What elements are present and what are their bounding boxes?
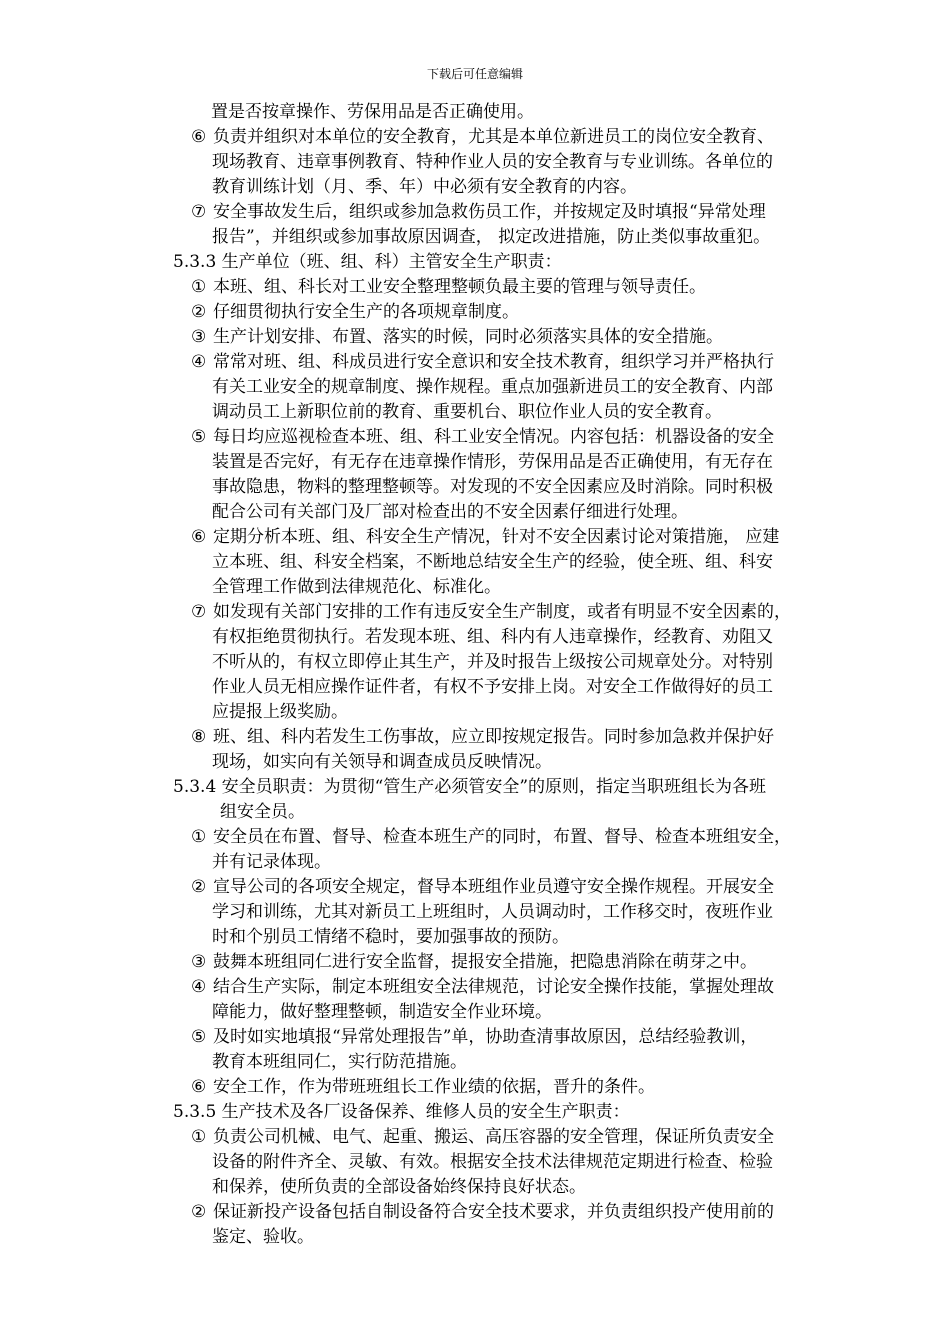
item-number: ⑤ [191,427,207,447]
continuation-line [0,100,950,125]
continuation-line [0,700,950,725]
line-text: 组安全员。 [220,802,305,822]
list-item-line [0,1125,950,1150]
continuation-line [0,1000,950,1025]
line-text: 事故隐患，物料的整理整顿等。对发现的不安全因素应及时消除。同时积极 [212,477,773,497]
item-number: ④ [191,977,207,997]
item-number: ⑤ [191,1027,207,1047]
item-number: ③ [191,327,207,347]
continuation-line [0,150,950,175]
line-text: 仔细贯彻执行安全生产的各项规章制度。 [213,302,519,322]
line-text: 有权拒绝贯彻执行。若发现本班、组、科内有人违章操作，经教育、劝阻又 [212,627,773,647]
line-text: 5.3.5 生产技术及各厂设备保养、维修人员的安全生产职责： [173,1102,630,1122]
continuation-line [0,1175,950,1200]
line-text: 作业人员无相应操作证件者，有权不予安排上岗。对安全工作做得好的员工 [212,677,773,697]
line-text: 并有记录体现。 [212,852,331,872]
line-text: 5.3.3 生产单位（班、组、科）主管安全生产职责： [173,252,562,272]
line-text: 报告”，并组织或参加事故原因调查， 拟定改进措施，防止类似事故重犯。 [212,227,771,247]
list-item-line [0,350,950,375]
item-number: ⑥ [191,527,207,547]
continuation-line [0,400,950,425]
line-text: 安全员在布置、督导、检查本班生产的同时，布置、督导、检查本班组安全， [213,827,791,847]
line-text: 立本班、组、科安全档案，不断地总结安全生产的经验，使全班、组、科安 [212,552,773,572]
continuation-line [0,675,950,700]
line-text: 安全工作，作为带班班组长工作业绩的依据，晋升的条件。 [213,1077,655,1097]
continuation-line [0,1050,950,1075]
item-number: ⑦ [191,602,207,622]
list-item-line [0,425,950,450]
list-item-line [0,825,950,850]
continuation-line [0,1225,950,1250]
page-header: 下载后可任意编辑 [426,67,523,81]
line-text: 结合生产实际，制定本班组安全法律规范，讨论安全操作技能，掌握处理故 [213,977,774,997]
continuation-line [0,475,950,500]
list-item-line [0,600,950,625]
item-number: ③ [191,952,207,972]
continuation-line [0,800,950,825]
line-text: 置是否按章操作、劳保用品是否正确使用。 [211,102,534,122]
line-text: 常常对班、组、科成员进行安全意识和安全技术教育，组织学习并严格执行 [213,352,774,372]
line-text: 定期分析本班、组、科安全生产情况，针对不安全因素讨论对策措施， 应建 [213,527,780,547]
list-item-line [0,200,950,225]
line-text: 有关工业安全的规章制度、操作规程。重点加强新进员工的安全教育、内部 [212,377,773,397]
item-number: ⑥ [191,127,207,147]
list-item-line [0,325,950,350]
item-number: ⑧ [191,727,207,747]
line-text: 宣导公司的各项安全规定，督导本班组作业员遵守安全操作规程。开展安全 [213,877,774,897]
line-text: 本班、组、科长对工业安全整理整顿负最主要的管理与领导责任。 [213,277,706,297]
line-text: 负责公司机械、电气、起重、搬运、高压容器的安全管理，保证所负责安全 [213,1127,774,1147]
list-item-line [0,300,950,325]
list-item-line [0,875,950,900]
line-text: 教育训练计划（月、季、年）中必须有安全教育的内容。 [212,177,637,197]
line-text: 鼓舞本班组同仁进行安全监督，提报安全措施，把隐患消除在萌芽之中。 [213,952,757,972]
line-text: 如发现有关部门安排的工作有违反安全生产制度，或者有明显不安全因素的， [213,602,791,622]
line-text: 装置是否完好，有无存在违章操作情形，劳保用品是否正确使用，有无存在 [212,452,773,472]
list-item-line [0,1200,950,1225]
continuation-line [0,1150,950,1175]
item-number: ① [191,827,207,847]
line-text: 学习和训练，尤其对新员工上班组时，人员调动时，工作移交时，夜班作业 [212,902,773,922]
item-number: ② [191,302,207,322]
item-number: ① [191,277,207,297]
item-number: ⑦ [191,202,207,222]
line-text: 调动员工上新职位前的教育、重要机台、职位作业人员的安全教育。 [212,402,722,422]
continuation-line [0,500,950,525]
line-text: 保证新投产设备包括自制设备符合安全技术要求，并负责组织投产使用前的 [213,1202,774,1222]
continuation-line [0,850,950,875]
line-text: 时和个别员工情绪不稳时，要加强事故的预防。 [212,927,569,947]
item-number: ④ [191,352,207,372]
line-text: 每日均应巡视检查本班、组、科工业安全情况。内容包括：机器设备的安全 [213,427,774,447]
line-text: 教育本班组同仁，实行防范措施。 [212,1052,467,1072]
section-heading-line [0,250,950,275]
list-item-line [0,1075,950,1100]
line-text: 鉴定、验收。 [212,1227,314,1247]
list-item-line [0,275,950,300]
continuation-line [0,575,950,600]
continuation-line [0,750,950,775]
list-item-line [0,1025,950,1050]
section-heading-line [0,775,950,800]
line-text: 负责并组织对本单位的安全教育，尤其是本单位新进员工的岗位安全教育、 [213,127,774,147]
line-text: 5.3.4 安全员职责：为贯彻“管生产必须管安全”的原则，指定当职班组长为各班 [173,777,767,797]
line-text: 及时如实地填报“异常处理报告”单，协助查清事故原因，总结经验教训， [213,1027,758,1047]
continuation-line [0,625,950,650]
continuation-line [0,925,950,950]
item-number: ⑥ [191,1077,207,1097]
item-number: ② [191,1202,207,1222]
line-text: 应提报上级奖励。 [212,702,348,722]
continuation-line [0,450,950,475]
line-text: 设备的附件齐全、灵敏、有效。根据安全技术法律规范定期进行检查、检验 [212,1152,773,1172]
line-text: 全管理工作做到法律规范化、标准化。 [212,577,501,597]
continuation-line [0,650,950,675]
list-item-line [0,125,950,150]
continuation-line [0,900,950,925]
line-text: 障能力，做好整理整顿，制造安全作业环境。 [212,1002,552,1022]
list-item-line [0,950,950,975]
continuation-line [0,225,950,250]
line-text: 配合公司有关部门及厂部对检查出的不安全因素仔细进行处理。 [212,502,688,522]
list-item-line [0,975,950,1000]
document-body [0,100,950,1250]
item-number: ② [191,877,207,897]
continuation-line [0,175,950,200]
line-text: 和保养，使所负责的全部设备始终保持良好状态。 [212,1177,586,1197]
line-text: 现场教育、违章事例教育、特种作业人员的安全教育与专业训练。各单位的 [212,152,773,172]
list-item-line [0,725,950,750]
line-text: 不听从的，有权立即停止其生产，并及时报告上级按公司规章处分。对特别 [212,652,773,672]
line-text: 现场，如实向有关领导和调查成员反映情况。 [212,752,552,772]
line-text: 生产计划安排、布置、落实的时候，同时必须落实具体的安全措施。 [213,327,723,347]
line-text: 安全事故发生后，组织或参加急救伤员工作，并按规定及时填报“异常处理 [213,202,766,222]
section-heading-line [0,1100,950,1125]
continuation-line [0,550,950,575]
line-text: 班、组、科内若发生工伤事故，应立即按规定报告。同时参加急救并保护好 [213,727,774,747]
continuation-line [0,375,950,400]
list-item-line [0,525,950,550]
item-number: ① [191,1127,207,1147]
